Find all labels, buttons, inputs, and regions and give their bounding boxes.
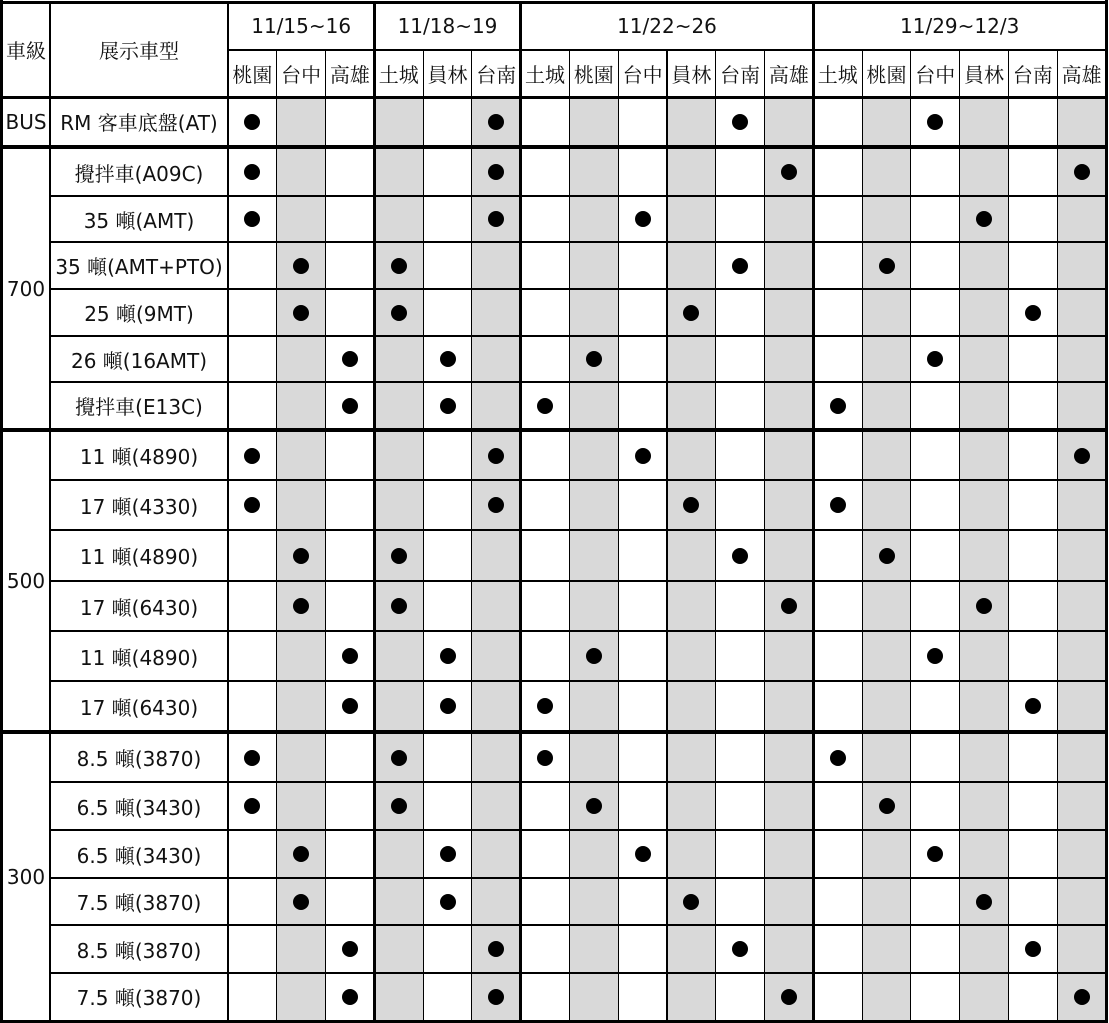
schedule-dot [830, 750, 846, 766]
grid-vline [959, 50, 960, 1021]
grid-hline [50, 680, 1106, 681]
location-header: 土城 [525, 63, 566, 87]
schedule-dot [342, 648, 358, 664]
grid-vline [0, 0, 3, 1023]
schedule-dot [244, 497, 260, 513]
location-header: 桃園 [573, 63, 614, 87]
schedule-dot [1074, 989, 1090, 1005]
grid-vline [569, 50, 570, 1021]
grid-hline [50, 335, 1106, 336]
schedule-dot [391, 750, 407, 766]
schedule-dot [683, 894, 699, 910]
grid-vline [373, 2, 376, 1021]
schedule-dot [391, 598, 407, 614]
schedule-dot [440, 648, 456, 664]
grid-vline [227, 2, 230, 1021]
vehicle-model-label: 35 噸(AMT+PTO) [55, 255, 223, 279]
location-header: 台中 [915, 63, 956, 87]
grid-hline [0, 1, 1108, 4]
schedule-dot [391, 305, 407, 321]
location-header: 土城 [817, 63, 858, 87]
schedule-dot [537, 698, 553, 714]
shaded-column-bg [765, 97, 814, 1020]
vehicle-model-label: 攪拌車(E13C) [75, 395, 203, 419]
location-header: 台南 [1012, 63, 1053, 87]
vehicle-class-label: BUS [5, 109, 47, 134]
location-header: 台中 [622, 63, 663, 87]
schedule-dot [586, 648, 602, 664]
grid-vline [715, 50, 716, 1021]
grid-hline [50, 877, 1106, 878]
schedule-dot [1025, 698, 1041, 714]
schedule-dot [927, 351, 943, 367]
shaded-column-bg [667, 97, 716, 1020]
vehicle-model-label: 17 噸(6430) [79, 695, 199, 720]
schedule-dot [732, 258, 748, 274]
vehicle-model-label: 6.5 噸(3430) [76, 843, 202, 868]
schedule-dot [342, 989, 358, 1005]
schedule-dot [293, 305, 309, 321]
vehicle-model-label: 25 噸(9MT) [84, 302, 194, 326]
schedule-dot [1025, 941, 1041, 957]
location-header: 桃園 [866, 63, 907, 87]
schedule-dot [976, 211, 992, 227]
schedule-dot [976, 894, 992, 910]
schedule-dot [488, 114, 504, 130]
vehicle-model-label: 11 噸(4890) [79, 445, 199, 469]
schedule-dot [391, 798, 407, 814]
period-header: 11/22~26 [617, 14, 717, 38]
grid-hline [50, 630, 1106, 631]
location-header: 高雄 [1061, 63, 1102, 87]
grid-hline [0, 147, 1108, 149]
schedule-dot [976, 598, 992, 614]
vehicle-model-label: 11 噸(4890) [79, 545, 199, 569]
schedule-dot [342, 941, 358, 957]
schedule-dot [391, 548, 407, 564]
schedule-dot [879, 548, 895, 564]
location-header: 員林 [671, 63, 712, 87]
location-header: 員林 [964, 63, 1005, 87]
schedule-dot [927, 114, 943, 130]
vehicle-model-label: RM 客車底盤(AT) [60, 111, 218, 135]
grid-hline [50, 195, 1106, 196]
vehicle-model-label: 17 噸(4330) [79, 494, 199, 519]
vehicle-model-label: 7.5 噸(3870) [76, 986, 202, 1010]
grid-hline [0, 96, 1108, 99]
grid-hline [0, 732, 1108, 734]
grid-vline [1008, 50, 1009, 1021]
vehicle-model-label: 8.5 噸(3870) [76, 938, 202, 963]
grid-hline [50, 781, 1106, 782]
schedule-dot [244, 211, 260, 227]
grid-vline [618, 50, 619, 1021]
vehicle-model-label: 11 噸(4890) [79, 645, 199, 670]
grid-vline [1105, 0, 1108, 1023]
schedule-dot [342, 351, 358, 367]
grid-hline [50, 288, 1106, 289]
vehicle-class-label: 300 [6, 864, 46, 889]
vehicle-class-label: 700 [6, 276, 46, 301]
schedule-dot [440, 894, 456, 910]
period-header: 11/15~16 [251, 14, 352, 38]
schedule-dot [244, 798, 260, 814]
grid-hline [50, 829, 1106, 830]
schedule-dot [781, 164, 797, 180]
grid-vline [519, 2, 522, 1021]
schedule-dot [342, 698, 358, 714]
location-header: 高雄 [768, 63, 809, 87]
location-header: 高雄 [329, 63, 370, 87]
grid-hline [0, 430, 1108, 432]
schedule-dot [830, 497, 846, 513]
period-header: 11/29~12/3 [900, 14, 1020, 38]
shaded-column-bg [960, 97, 1009, 1020]
schedule-dot [440, 351, 456, 367]
vehicle-model-label: 8.5 噸(3870) [76, 747, 202, 771]
schedule-dot [1074, 448, 1090, 464]
vehicle-model-label: 17 噸(6430) [79, 595, 199, 620]
vehicle-model-label: 攪拌車(A09C) [74, 161, 204, 186]
model-header: 展示車型 [99, 39, 179, 63]
schedule-dot [879, 798, 895, 814]
shaded-column-bg [1057, 97, 1106, 1020]
schedule-dot [781, 598, 797, 614]
grid-hline [0, 1020, 1108, 1023]
schedule-dot [879, 258, 895, 274]
schedule-dot [927, 846, 943, 862]
schedule-dot [1025, 305, 1041, 321]
grid-hline [50, 381, 1106, 382]
schedule-dot [732, 114, 748, 130]
schedule-dot [293, 894, 309, 910]
grid-vline [812, 2, 815, 1021]
schedule-dot [293, 258, 309, 274]
shaded-column-bg [472, 97, 521, 1020]
schedule-dot [635, 448, 651, 464]
grid-vline [325, 50, 326, 1021]
location-header: 台南 [476, 63, 517, 87]
vehicle-model-label: 6.5 噸(3430) [76, 795, 202, 820]
schedule-dot [293, 548, 309, 564]
schedule-dot [488, 989, 504, 1005]
schedule-dot [440, 698, 456, 714]
grid-vline [862, 50, 863, 1021]
schedule-dot [244, 114, 260, 130]
schedule-dot [488, 448, 504, 464]
vehicle-class-label: 500 [6, 569, 46, 593]
schedule-dot [342, 398, 358, 414]
schedule-dot [440, 846, 456, 862]
schedule-dot [244, 448, 260, 464]
grid-vline [910, 50, 911, 1021]
grid-vline [1057, 50, 1058, 1021]
grid-vline [423, 50, 424, 1021]
vehicle-model-label: 35 噸(AMT) [83, 208, 195, 233]
schedule-dot [732, 548, 748, 564]
class-header: 車級 [6, 39, 46, 63]
grid-hline [50, 924, 1106, 925]
location-header: 土城 [378, 63, 419, 87]
schedule-dot [244, 750, 260, 766]
schedule-dot [537, 750, 553, 766]
vehicle-model-label: 7.5 噸(3870) [76, 891, 202, 915]
schedule-dot [391, 258, 407, 274]
schedule-dot [927, 648, 943, 664]
grid-hline [50, 479, 1106, 480]
period-header: 11/18~19 [397, 14, 498, 38]
grid-vline [49, 2, 51, 1021]
location-header: 台南 [720, 63, 761, 87]
grid-hline [50, 580, 1106, 581]
schedule-dot [1074, 164, 1090, 180]
shaded-column-bg [569, 97, 618, 1020]
grid-hline [50, 972, 1106, 973]
grid-hline [50, 241, 1106, 242]
location-header: 台中 [281, 63, 322, 87]
vehicle-model-label: 26 噸(16AMT) [70, 348, 207, 373]
grid-hline [50, 529, 1106, 530]
location-header: 員林 [427, 63, 468, 87]
schedule-dot [781, 989, 797, 1005]
grid-vline [764, 50, 765, 1021]
schedule-dot [244, 164, 260, 180]
grid-vline [666, 50, 667, 1021]
schedule-dot [440, 398, 456, 414]
schedule-dot [586, 351, 602, 367]
schedule-dot [537, 398, 553, 414]
schedule-dot [586, 798, 602, 814]
schedule-dot [635, 846, 651, 862]
grid-vline [276, 50, 277, 1021]
location-header: 桃園 [232, 63, 273, 87]
schedule-dot [635, 211, 651, 227]
grid-vline [471, 50, 472, 1021]
schedule-dot [683, 305, 699, 321]
schedule-dot [830, 398, 846, 414]
schedule-dot [732, 941, 748, 957]
